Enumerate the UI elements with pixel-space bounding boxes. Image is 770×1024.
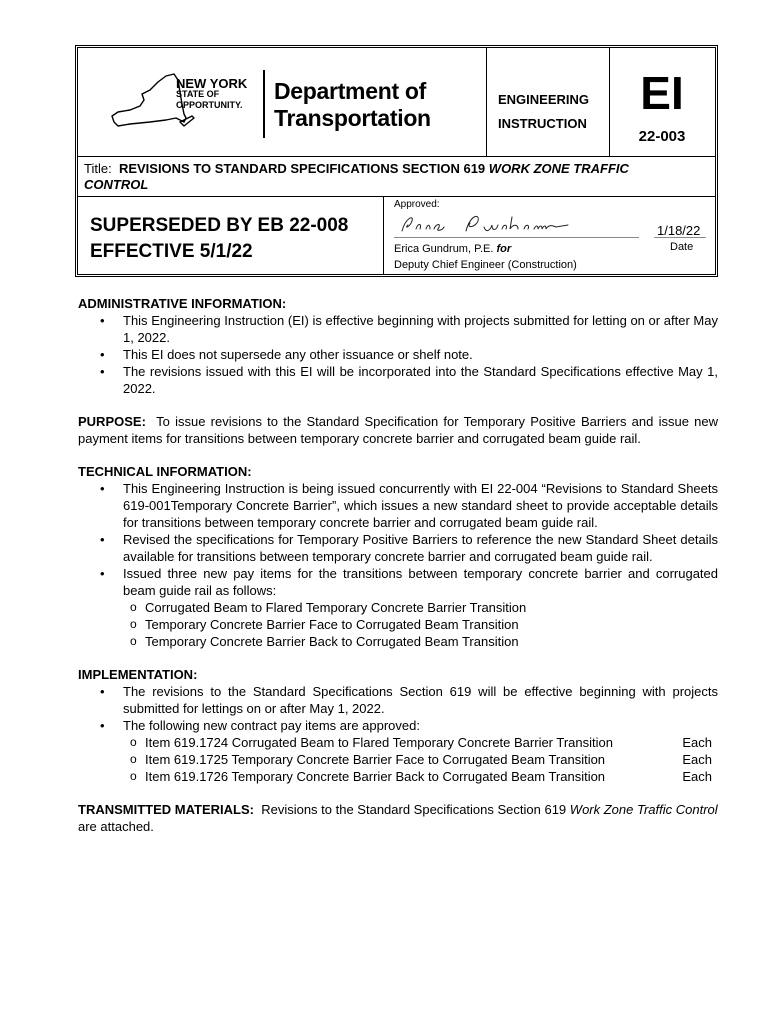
title-row [78,156,715,197]
date-line [654,237,706,238]
pay-item-label: o Item 619.1724 Corrugated Beam to Flared Temporary Concrete Barrier Transition [145,735,613,750]
purpose-heading: PURPOSE: [78,414,146,429]
list-item-text: The following new contract pay items are approved: [123,718,420,733]
approver-for: for [496,243,512,255]
doc-type-cell [486,48,610,156]
sub-list-item: o Corrugated Beam to Flared Temporary Concrete Barrier Transition [123,599,718,616]
list-item-text: Issued three new pay items for the transitions between temporary concrete barrier and corrugated beam guide rail as follows: [123,566,718,598]
list-item: • Revised the specifications for Temporary Positive Barriers to reference the new Standard Sheet details available for transitions between temporary concrete barrier and corrugated beam guide rail. [78,531,718,565]
signature-line [394,237,639,238]
transmitted-text: Revisions to the Standard Specifications Section 619 [261,802,567,817]
sub-list-item: o Temporary Concrete Barrier Face to Corrugated Beam Transition [123,616,718,633]
logo-divider [263,70,265,138]
list-item: • This EI does not supersede any other issuance or shelf note. [78,346,718,363]
approved-label: Approved: [394,199,440,210]
superseded-notice [78,197,384,274]
purpose-section [78,413,718,447]
doc-code-cell [609,48,715,156]
pay-item-unit: Each [682,752,712,767]
document-body [78,295,718,851]
pay-item-unit: Each [682,735,712,750]
transmitted-heading: TRANSMITTED MATERIALS: [78,802,254,817]
list-item: • The revisions issued with this EI will be incorporated into the Standard Specifications effective May 1, 2022. [78,363,718,397]
logo-cell [78,48,487,156]
pay-item [123,768,718,785]
doc-type-line2: INSTRUCTION [498,116,587,131]
dot-line2: Transportation [274,105,431,131]
approver-block [394,241,577,273]
title-main: REVISIONS TO STANDARD SPECIFICATIONS SECTION 619 [118,161,486,176]
pay-item-label: o Item 619.1726 Temporary Concrete Barrier Back to Corrugated Beam Transition [145,769,606,784]
doc-number: 22-003 [638,128,686,145]
approver-title: Deputy Chief Engineer (Construction) [394,259,577,271]
transmitted-italic: Work Zone Traffic Control [569,802,718,817]
title-italic-1: WORK ZONE TRAFFIC [488,161,629,176]
nys-line2: STATE OF [176,89,220,99]
nys-line3: OPPORTUNITY. [176,100,243,110]
implementation-heading: IMPLEMENTATION: [78,667,198,682]
technical-section [78,463,718,650]
transmitted-text-end: are attached. [78,819,154,834]
technical-heading: TECHNICAL INFORMATION: [78,464,252,479]
doc-type-line1: ENGINEERING [498,92,590,107]
sub-list-item: o Temporary Concrete Barrier Back to Corrugated Beam Transition [123,633,718,650]
pay-item-label: o Item 619.1725 Temporary Concrete Barrier Face to Corrugated Beam Transition [145,752,606,767]
implementation-section [78,666,718,785]
admin-heading: ADMINISTRATIVE INFORMATION: [78,296,287,311]
transmitted-section [78,801,718,835]
list-item: • This Engineering Instruction is being issued concurrently with EI 22-004 “Revisions to Standard Sheets 619-001Temporary Concrete Barrier”, which issues a new standard sheet to provide acceptable details for transitions between temporary concrete barrier and corrugated beam guide rail. [78,480,718,531]
doc-type [498,88,589,136]
list-item [78,717,718,785]
list-item [78,565,718,650]
header-box [75,45,718,277]
nys-line1: NEW YORK [176,76,248,91]
pay-item [123,734,718,751]
admin-section [78,295,718,397]
dot-line1: Department of [274,78,427,104]
nys-wordmark [176,78,247,111]
dot-wordmark [274,78,431,132]
purpose-text: To issue revisions to the Standard Specification for Temporary Positive Barriers and issue new payment items for transitions between temporary concrete barrier and corrugated beam guide rail. [78,414,718,446]
pay-item [123,751,718,768]
approval-date: 1/18/22 [657,223,701,238]
list-item: • The revisions to the Standard Specifications Section 619 will be effective beginning with projects submitted for lettings on or after May 1, 2022. [78,683,718,717]
date-label: Date [670,241,694,253]
title-italic-2: CONTROL [84,177,149,192]
superseded-line1: SUPERSEDED BY EB 22-008 [90,215,349,236]
approver-name: Erica Gundrum, P.E. [394,243,494,255]
pay-item-unit: Each [682,769,712,784]
title-label: Title: [84,161,112,176]
doc-code: EI [640,67,684,119]
list-item: • This Engineering Instruction (EI) is effective beginning with projects submitted for letting on or after May 1, 2022. [78,312,718,346]
approval-cell [384,197,715,274]
signature [396,211,576,237]
superseded-line2: EFFECTIVE 5/1/22 [90,241,253,262]
